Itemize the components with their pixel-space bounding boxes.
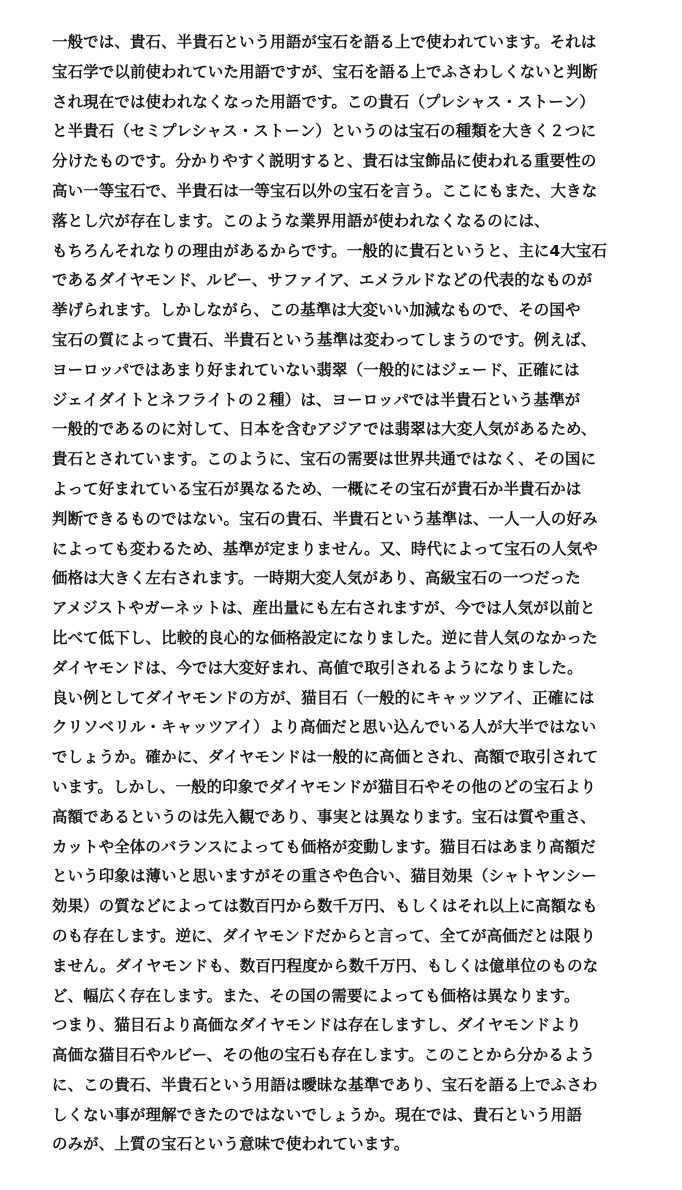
article-line: カットや全体のバランスによっても価格が変動します。猫目石はあまり高額だ bbox=[52, 837, 596, 856]
article-line: でしょうか。確かに、ダイヤモンドは一般的に高価とされ、高額で取引されて bbox=[52, 748, 599, 767]
article-line: 宝石学で以前使われていた用語ですが、宝石を語る上でふさわしくないと判断 bbox=[52, 62, 598, 81]
article-line: 高価な猫目石やルビー、その他の宝石も存在します。このことから分かるよう bbox=[52, 1046, 596, 1065]
article-line: クリソベリル・キャッツアイ）より高価だと思い込んでいる人が大半ではない bbox=[52, 718, 597, 737]
article-line: 比べて低下し、比較的良心的な価格設定になりました。逆に昔人気のなかった bbox=[52, 628, 598, 647]
article-line: に、この貴石、半貴石という用語は曖昧な基準であり、宝石を語る上でふさわ bbox=[52, 1075, 598, 1094]
article-line: ジェイダイトとネフライトの２種）は、ヨーロッパでは半貴石という基準が bbox=[52, 390, 581, 409]
article-line: もちろんそれなりの理由があるからです。一般的に貴石というと、主に4大宝石 bbox=[52, 241, 608, 260]
article-line: つまり、猫目石より高価なダイヤモンドは存在しますし、ダイヤモンドより bbox=[52, 1016, 582, 1035]
article-line: 宝石の質によって貴石、半貴石という基準は変わってしまうのです。例えば、 bbox=[52, 330, 597, 349]
article-line: 落とし穴が存在します。このような業界用語が使われなくなるのには、 bbox=[52, 211, 550, 230]
article-line: います。しかし、一般的印象でダイヤモンドが猫目石やその他のどの宝石より bbox=[52, 777, 597, 796]
article-line: よって好まれている宝石が異なるため、一概にその宝石が貴石か半貴石かは bbox=[52, 479, 582, 498]
article-line: 良い例としてダイヤモンドの方が、猫目石（一般的にキャッツアイ、正確には bbox=[52, 688, 595, 707]
article-line: 一般では、貴石、半貴石という用語が宝石を語る上で使われています。それは bbox=[52, 33, 597, 51]
article-line: ヨーロッパではあまり好まれていない翡翠（一般的にはジェード、正確には bbox=[52, 360, 580, 379]
article-line: 一般的であるのに対して、日本を含むアジアでは翡翠は大変人気があるため、 bbox=[52, 420, 597, 439]
article-line: 効果）の質などによっては数百円から数千万円、もしくはそれ以上に高額なも bbox=[52, 897, 598, 916]
article-line: 挙げられます。しかしながら、この基準は大変いい加減なもので、その国や bbox=[52, 301, 581, 320]
article-line: ません。ダイヤモンドも、数百円程度から数千万円、もしくは億単位のものな bbox=[52, 956, 599, 975]
article-line: という印象は薄いと思いますがその重さや色合い、猫目効果（シャトヤンシー bbox=[52, 867, 597, 886]
article-line: によっても変わるため、基準が定まりません。又、時代によって宝石の人気や bbox=[52, 539, 598, 558]
article-line: ダイヤモンドは、今では大変好まれ、高値で取引されるようになりました。 bbox=[52, 658, 583, 677]
article-line: しくない事が理解できたのではないでしょうか。現在では、貴石という用語 bbox=[52, 1105, 583, 1124]
article-line: 高い一等宝石で、半貴石は一等宝石以外の宝石を言う。ここにもまた、大きな bbox=[52, 181, 598, 200]
article-line: であるダイヤモンド、ルビー、サファイア、エメラルドなどの代表的なものが bbox=[52, 271, 593, 290]
article-line: のも存在します。逆に、ダイヤモンドだからと言って、全てが高価だとは限り bbox=[52, 926, 596, 945]
article-line: 貴石とされています。このように、宝石の需要は世界共通ではなく、その国に bbox=[52, 450, 597, 469]
article-line: 価格は大きく左右されます。一時期大変人気があり、高級宝石の一つだった bbox=[52, 569, 581, 588]
article-body bbox=[52, 28, 652, 1160]
article-line: 分けたものです。分かりやすく説明すると、貴石は宝飾品に使われる重要性の bbox=[52, 152, 597, 171]
article-line: 判断できるものではない。宝石の貴石、半貴石という基準は、一人一人の好み bbox=[52, 509, 598, 528]
article-line: 高額であるというのは先入観であり、事実とは異なります。宝石は質や重さ、 bbox=[52, 807, 596, 826]
article-line: され現在では使われなくなった用語です。この貴石（プレシャス・ストーン） bbox=[52, 92, 595, 111]
article-line: ど、幅広く存在します。また、その国の需要によっても価格は異なります。 bbox=[52, 986, 580, 1005]
article-line: のみが、上質の宝石という意味で使われています。 bbox=[52, 1135, 410, 1154]
article-line: と半貴石（セミプレシャス・ストーン）というのは宝石の種類を大きく２つに bbox=[52, 122, 597, 141]
article-line: アメジストやガーネットは、産出量にも左右されますが、今では人気が以前と bbox=[52, 599, 596, 618]
